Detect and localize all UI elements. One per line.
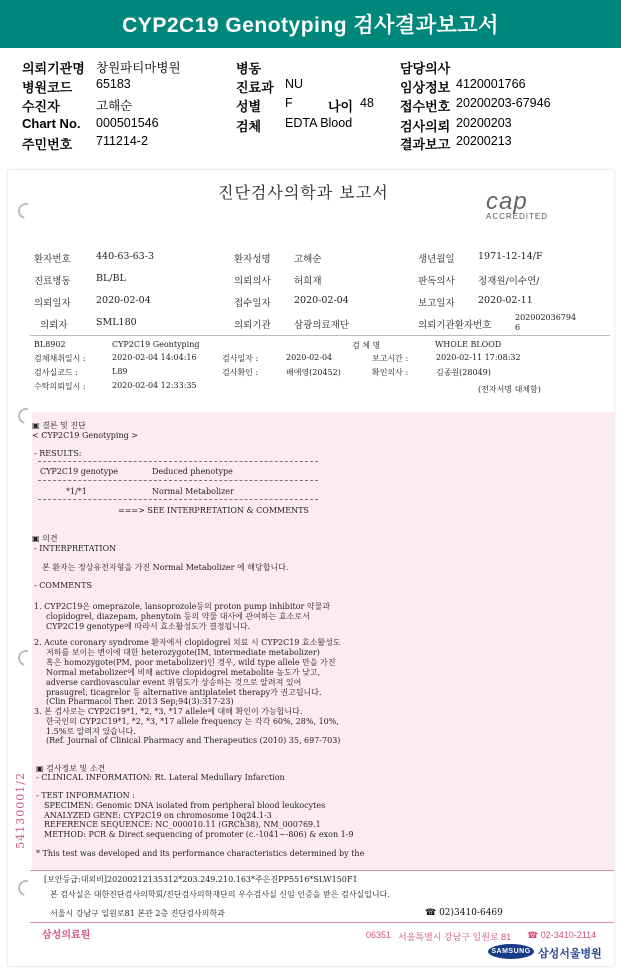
accession-label: 접수번호 <box>400 99 451 114</box>
clinical-info-label: 임상정보 <box>400 80 451 95</box>
comments-label: - COMMENTS <box>34 581 92 590</box>
request-date-label: 검사의뢰 <box>400 119 451 134</box>
interpretation-text: 본 환자는 정상유전자형을 가진 Normal Metabolizer 에 해당합니다. <box>42 563 289 572</box>
vertical-code: 54130001/2 <box>14 772 27 849</box>
test-info-line: ANALYZED GENE: CYP2C19 on chromosome 10q24.1-3 <box>44 811 272 820</box>
comment-line: adverse cardiovascular event 위험도가 상승하는 것으로 알려져 있어 <box>46 678 302 687</box>
test-info-line: SPECIMEN: Genomic DNA isolated from peripheral blood leukocytes <box>44 801 326 810</box>
info-value: 정재원/이수연/ <box>478 276 540 287</box>
comment-line: clopidogrel, diazepam, phenytoin 등의 약물 대사에 관여하는 효소로서 <box>46 612 310 621</box>
info-value: 1971-12-14/F <box>478 251 543 262</box>
test-info-label: - TEST INFORMATION : <box>36 791 135 800</box>
meta-value: 2020-02-11 17:08:32 <box>436 353 521 362</box>
info-label: 의뢰기관 <box>234 320 271 331</box>
results-label: - RESULTS: <box>34 449 82 458</box>
report-title: 진단검사의학과 보고서 <box>218 183 389 202</box>
disclaimer: * This test was developed and its performance characteristics determined by the <box>36 849 365 858</box>
info-value: 2020-02-11 <box>478 295 533 306</box>
patient-label: 수진자 <box>22 99 60 114</box>
clinical-info-value: 4120001766 <box>456 77 526 91</box>
divider <box>38 499 318 500</box>
doctor-label: 담당의사 <box>400 61 451 76</box>
meta-label: 검사확인 : <box>222 368 259 377</box>
genotype-value: *1/*1 <box>66 487 87 496</box>
meta-label: 수탁의뢰일시 : <box>34 382 86 391</box>
test-info-line: REFERENCE SEQUENCE: NC_000010.11 (GRCh38), NM_000769.1 <box>44 820 321 829</box>
info-value: 고해순 <box>294 254 322 265</box>
section-result: ▣ 결론 및 진단 <box>32 421 86 430</box>
lab-phone: ☎ 02)3410-6469 <box>425 908 503 918</box>
samsung-logo-text: SAMSUNG <box>491 948 531 955</box>
info-label: 환자번호 <box>34 254 71 265</box>
footer-address: 서울특별시 강남구 일원로 81 <box>398 932 512 942</box>
patient-value: 고해순 <box>96 99 133 113</box>
info-label: 의뢰자 <box>40 320 68 331</box>
chart-no-label: Chart No. <box>22 116 81 131</box>
info-label: 보고일자 <box>418 298 455 309</box>
specimen-label: 검체 <box>236 119 262 134</box>
divider <box>30 922 614 923</box>
hospital-code-value: 65183 <box>96 77 131 91</box>
footer-logo: 삼성의료원 <box>42 930 91 941</box>
section-opinion: ▣ 의견 <box>32 534 58 543</box>
info-value: 허희재 <box>294 276 322 287</box>
info-label: 의뢰일자 <box>34 298 71 309</box>
info-value: SML180 <box>96 317 137 328</box>
test-code: BL8902 <box>34 340 66 349</box>
info-value: 202002036794 <box>515 313 577 322</box>
info-value: BL/BL <box>96 273 126 284</box>
report-date-label: 결과보고 <box>400 137 451 152</box>
divider <box>30 335 610 336</box>
comment-line: 저하를 보이는 변이에 대한 heterozygote(IM, intermediate metabolizer) <box>46 648 320 657</box>
info-label: 환자성명 <box>234 254 271 265</box>
department-label: 진료과 <box>236 80 274 95</box>
age-value: 48 <box>360 96 374 110</box>
info-label: 판독의사 <box>418 276 455 287</box>
meta-label: 검사실코드 : <box>34 368 78 377</box>
samsung-logo <box>488 944 534 959</box>
meta-value: 2020-02-04 12:33:35 <box>112 381 197 390</box>
accession-value: 20200203-67946 <box>456 96 551 110</box>
meta-value: 2020-02-04 14:04:16 <box>112 353 197 362</box>
meta-value: L89 <box>112 367 128 376</box>
comment-line: CYP2C19 genotype에 따라서 효소활성도가 결정됩니다. <box>46 622 251 631</box>
meta-label: 검사일자 : <box>222 354 259 363</box>
info-label: 의뢰의사 <box>234 276 271 287</box>
hospital-code-label: 병원코드 <box>22 80 73 95</box>
meta-label: 확인의사 : <box>372 368 409 377</box>
comment-line: 한국인의 CYP2C19*1, *2, *3, *17 allele frequency 는 각각 60%, 28%, 10%, <box>46 717 339 726</box>
ward-label: 병동 <box>236 61 262 76</box>
divider <box>30 870 614 871</box>
section-info: ▣ 검사정보 및 소견 <box>36 764 106 773</box>
report-banner <box>0 0 621 48</box>
comment-line: (Clin Pharmacol Ther. 2013 Sep;94(3):317-23) <box>46 697 234 706</box>
info-label: 생년월일 <box>418 254 455 265</box>
phenotype-value: Normal Metabolizer <box>152 487 234 496</box>
hospital-name: 삼성서울병원 <box>538 948 602 960</box>
info-label: 접수일자 <box>234 298 271 309</box>
comment-line: (Ref. Journal of Clinical Pharmacy and Therapeutics (2010) 35, 697-703) <box>46 736 341 745</box>
specimen-name-label: 검 체 명 <box>352 341 381 350</box>
cap-word: cap <box>486 188 528 215</box>
info-label: 의뢰기관환자번호 <box>418 320 492 331</box>
specimen-name-value: WHOLE BLOOD <box>435 340 502 349</box>
report-date-value: 20200213 <box>456 134 512 148</box>
cap-logo <box>486 188 548 221</box>
cap-accredited: ACCREDITED <box>486 212 549 221</box>
interpretation-label: - INTERPRETATION <box>34 544 117 553</box>
specimen-value: EDTA Blood <box>285 116 353 130</box>
comment-line: 1.5%로 알려져 있습니다. <box>46 727 136 736</box>
meta-label: 보고시간 : <box>372 354 409 363</box>
comment-line: 3. 본 검사로는 CYP2C19*1, *2, *3, *17 allele에 대해 확인이 가능합니다. <box>34 707 303 716</box>
resident-no-value: 711214-2 <box>96 134 148 148</box>
col-genotype: CYP2C19 genotype <box>40 467 119 476</box>
registry-line: [보안등급:대외비]20200212135312*203.249.210.163*주은진PP5516*SLW150F1 <box>44 875 358 884</box>
info-value: 2020-02-04 <box>96 295 151 306</box>
clinical-info: - CLINICAL INFORMATION: Rt. Lateral Medullary Infarction <box>36 773 285 782</box>
comment-line: 2. Acute coronary syndrome 환자에서 clopidogrel 치료 시 CYP2C19 효소활성도 <box>34 638 341 647</box>
info-value: 440-63-63-3 <box>96 251 154 262</box>
comment-line: prasugrel, ticagrelor 등 alternative antiplatelet therapy가 권고됩니다. <box>46 688 322 697</box>
meta-value: 2020-02-04 <box>286 353 333 362</box>
comment-line: Normal metabolizer에 비해 active clopidogrel metabolite 농도가 낮고, <box>46 668 321 677</box>
age-label: 나이 <box>328 99 354 114</box>
sex-label: 성별 <box>236 99 262 114</box>
result-subtitle: < CYP2C19 Genotyping > <box>32 431 138 440</box>
meta-label: 검체채취일시 : <box>34 354 86 363</box>
comment-line: 1. CYP2C19은 omeprazole, lansoprozole등의 proton pump inhibitor 약물과 <box>34 602 331 611</box>
banner-title: CYP2C19 Genotyping 검사결과보고서 <box>122 14 499 37</box>
footer-phone: ☎ 02-3410-2114 <box>527 930 597 940</box>
info-value: 2020-02-04 <box>294 295 349 306</box>
hospital-label: 의뢰기관명 <box>22 61 85 76</box>
divider <box>38 480 318 481</box>
info-label: 진료병동 <box>34 276 71 287</box>
test-info-line: METHOD: PCR & Direct sequencing of promoter (c.-1041~-806) & exon 1-9 <box>44 830 354 839</box>
certification: 본 검사실은 대한진단검사의학회/진단검사의학재단의 우수검사실 신임 인증을 받은 검사실입니다. <box>50 890 390 899</box>
info-value: 6 <box>515 323 521 332</box>
request-date-value: 20200203 <box>456 116 512 130</box>
meta-value: 배애영(20452) <box>286 368 341 377</box>
lab-address: 서울시 강남구 일원로81 본관 2층 진단검사의학과 <box>50 909 225 918</box>
info-value: 삼광의료재단 <box>294 320 350 331</box>
resident-no-label: 주민번호 <box>22 137 73 152</box>
hospital-value: 창원파티마병원 <box>96 61 181 75</box>
col-phenotype: Deduced phenotype <box>152 467 233 476</box>
divider <box>38 461 318 462</box>
footer-zip: 06351 <box>366 930 392 940</box>
see-interpretation: ===> SEE INTERPRETATION & COMMENTS <box>118 506 309 515</box>
test-name: CYP2C19 Geontyping <box>112 340 200 349</box>
comment-line: 혹은 homozygote(PM, poor metabolizer)인 경우, wild type allele 만을 가진 <box>46 658 336 667</box>
department-value: NU <box>285 77 304 91</box>
chart-no-value: 000501546 <box>96 116 159 130</box>
meta-value: 김종원(28049) <box>436 368 491 377</box>
sex-value: F <box>285 96 293 110</box>
e-sign-note: (전자서명 대체함) <box>478 385 541 394</box>
